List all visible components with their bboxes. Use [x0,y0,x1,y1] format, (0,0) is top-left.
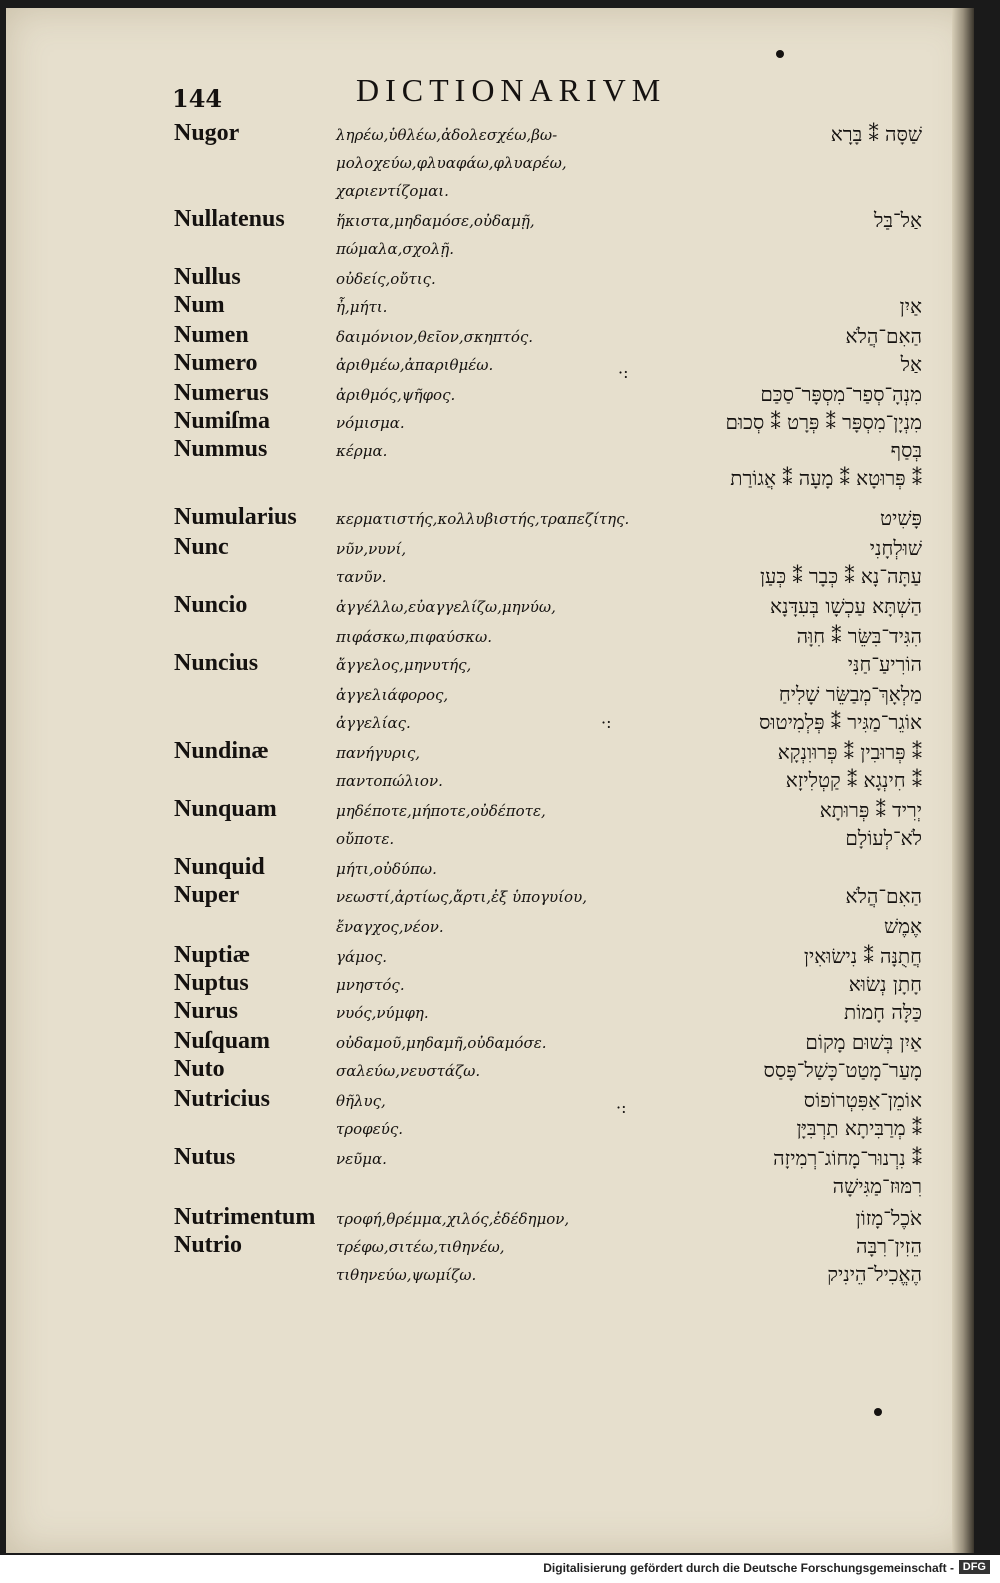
hebrew-gloss: הֶאֱכִיל־הֵינִיק [827,1262,922,1286]
footer-bar [0,1555,1000,1583]
footer-credit: Digitalisierung gefördert durch die Deutsche Forschungsgemeinschaft - [543,1561,954,1575]
greek-gloss: κέρμα. [336,442,388,460]
table-row [6,592,974,622]
latin-headword: Nugor [174,120,240,146]
hebrew-gloss: הִגִּיד־בִּשֵּׂר ⁑ חִוָּה [796,624,922,648]
table-row [6,1144,974,1174]
ornament-dots: ·: [618,363,629,382]
greek-gloss: νόμισμα. [336,414,405,432]
hebrew-gloss: הַאִם־הֲלֹא [845,884,922,908]
greek-gloss: ἀγγελιάφορος, [336,686,449,704]
greek-gloss: μήτι,οὐδύπω. [336,860,437,878]
latin-headword: Nundinæ [174,738,269,764]
latin-headword: Nutrimentum [174,1204,316,1230]
greek-gloss: μηδέποτε,μήποτε,οὐδέποτε, [336,802,546,820]
greek-gloss: γάμος. [336,948,388,966]
greek-gloss: ἦ,μήτι. [336,298,388,316]
hebrew-gloss: כַּלָּה חָמוֹת [844,1000,922,1024]
latin-headword: Nullatenus [174,206,285,232]
hebrew-gloss: ⁑ פְּרוּבִין ⁑ פְּרוּוִנְקָא [777,740,922,764]
hebrew-gloss: מַלְאָךְ־מְבַשֵּׂר שָׁלִיחַ [778,682,922,706]
hebrew-gloss: ⁑ מְרַבִּיתָא תַרְבִּיָּן [796,1116,922,1140]
greek-gloss: νεῦμα. [336,1150,387,1168]
latin-headword: Numularius [174,504,297,530]
page-title: DICTIONARIVM [356,72,667,108]
table-row [6,408,974,438]
hebrew-gloss: ⁑ פְּרוּטָא ⁑ מָעָה ⁑ אֲגוֹרַת [730,466,922,490]
greek-gloss: ἀριθμέω,ἀπαριθμέω. [336,356,494,374]
page-number: 144 [172,84,223,113]
greek-gloss: ἥκιστα,μηδαμόσε,οὐδαμῇ, [336,212,535,230]
greek-gloss: χαριεντίζομαι. [336,182,449,200]
hebrew-gloss: הֵזִין־רִבָּה [855,1234,922,1258]
dfg-logo: DFG [959,1560,990,1574]
table-row [6,680,974,710]
hebrew-gloss: לֹא־לְעוֹלָם [845,826,922,850]
greek-gloss: ἔναγχος,νέον. [336,918,444,936]
latin-headword: Nuſquam [174,1028,271,1054]
hebrew-gloss: ⁑ חִינְגָא ⁑ קַטְלִיזָא [785,768,922,792]
greek-gloss: σαλεύω,νευστάζω. [336,1062,481,1080]
greek-gloss: κερματιστής,κολλυβιστής,τραπεζίτης. [336,510,630,528]
greek-gloss: τροφή,θρέμμα,χιλός,ἐδέδημον, [336,1210,570,1228]
book-page [6,8,974,1553]
greek-gloss: ἄγγελος,μηνυτής, [336,656,472,674]
greek-gloss: οὐδαμοῦ,μηδαμῆ,οὐδαμόσε. [336,1034,547,1052]
latin-headword: Nutus [174,1144,236,1170]
ornament-dots: ·: [616,1098,627,1117]
greek-gloss: παντοπώλιον. [336,772,443,790]
table-row [6,120,974,150]
greek-gloss: θῆλυς, [336,1092,386,1110]
latin-headword: Numiſma [174,408,270,434]
table-row [6,1260,974,1290]
hebrew-gloss: שׁוּלְחָנִי [869,536,922,560]
greek-gloss: οὔποτε. [336,830,395,848]
table-row [6,796,974,826]
hebrew-gloss: הוֹרִיעַ־חַנִּי [847,652,922,676]
latin-headword: Nuper [174,882,240,908]
latin-headword: Nunc [174,534,229,560]
table-row [6,622,974,652]
ornament-dots: ·: [601,713,612,732]
table-row [6,264,974,294]
greek-gloss: τροφεύς. [336,1120,403,1138]
latin-headword: Nuncius [174,650,259,676]
greek-gloss: δαιμόνιον,θεῖον,σκηπτός. [336,328,534,346]
table-row [6,1204,974,1234]
table-row [6,882,974,912]
latin-headword: Numerus [174,380,269,406]
greek-gloss: τιθηνεύω,ψωμίζω. [336,1266,477,1284]
greek-gloss: νεωστί,ἀρτίως,ἄρτι,ἐξ ὑπογυίου, [336,888,587,906]
hebrew-gloss: מִנְיָן־מִסְפָּר ⁑ פְּרָט ⁑ סְכוּם [725,410,922,434]
latin-headword: Nuptus [174,970,249,996]
latin-headword: Num [174,292,225,318]
latin-headword: Nullus [174,264,241,290]
table-row [6,436,974,466]
table-row [6,708,974,738]
table-row [6,206,974,236]
latin-headword: Nunquid [174,854,265,880]
hebrew-gloss: הַאִם־הֲלֹא [845,324,922,348]
latin-headword: Nuto [174,1056,225,1082]
table-row [6,1232,974,1262]
table-row [6,854,974,884]
latin-headword: Numero [174,350,258,376]
greek-gloss: τρέφω,σιτέω,τιθηνέω, [336,1238,505,1256]
greek-gloss: πανήγυρις, [336,744,421,762]
greek-gloss: ἀγγέλλω,εὐαγγελίζω,μηνύω, [336,598,556,616]
hebrew-gloss: אַיִן [899,294,922,318]
hebrew-gloss: עַתָּה־נָא ⁑ כְּבָר ⁑ כְּעַן [759,564,922,588]
greek-gloss: ληρέω,ὑθλέω,ἀδολεσχέω,βω- [336,126,558,144]
table-row [6,464,974,494]
hebrew-gloss: ⁑ נִרְנוּר־מָחוֹג־רְמִיזָה [773,1146,922,1170]
greek-gloss: νυός,νύμφη. [336,1004,429,1022]
table-row [6,970,974,1000]
table-row [6,1086,974,1116]
greek-gloss: ἀριθμός,ψῆφος. [336,386,456,404]
latin-headword: Nutrio [174,1232,242,1258]
table-row [6,1114,974,1144]
hebrew-gloss: אוֹמֵן־אַפִּטְרוֹפוֹס [803,1088,922,1112]
hebrew-gloss: בְּסַף [890,438,922,462]
latin-headword: Nuncio [174,592,248,618]
table-row [6,1172,974,1202]
hebrew-gloss: אֹכֶל־מָזוֹן [855,1206,922,1230]
latin-headword: Nuptiæ [174,942,251,968]
hebrew-gloss: חָתָן נְשׂוּא [848,972,922,996]
table-row [6,176,974,206]
greek-gloss: τανῦν. [336,568,387,586]
hebrew-gloss: חֲתֻנָּה ⁑ נִישׂוּאִין [803,944,922,968]
table-row [6,292,974,322]
greek-gloss: μολοχεύω,φλυαφάω,φλυαρέω, [336,154,567,172]
hebrew-gloss: הַשְׁתָּא עַכְשָׁו בְּעִדָּנָא [769,594,922,618]
latin-headword: Numen [174,322,249,348]
latin-headword: Nummus [174,436,268,462]
hebrew-gloss: אַיִן בְּשׁוּם מָקוֹם [805,1030,922,1054]
hebrew-gloss: אוֹגֵר־מַגִּיר ⁑ פְּלְמִיטוּס [759,710,922,734]
table-row [6,1028,974,1058]
latin-headword: Nutricius [174,1086,270,1112]
hebrew-gloss: פָּשִׁיט [880,506,922,530]
latin-headword: Nurus [174,998,239,1024]
table-row [6,562,974,592]
hebrew-gloss: שַׁסָּה ⁑ בָּרָא [830,122,922,146]
ink-spot [874,1408,882,1416]
table-row [6,534,974,564]
greek-gloss: πιφάσκω,πιφαύσκω. [336,628,493,646]
latin-headword: Nunquam [174,796,277,822]
hebrew-gloss: מָעַר־מָטַט־כָּשַׁל־פָּסַס [763,1058,922,1082]
greek-gloss: ἀγγελίας. [336,714,411,732]
hebrew-gloss: רִמּוּז־מַגִּישָׁה [832,1174,922,1198]
greek-gloss: νῦν,νυνί, [336,540,407,558]
ink-spot [776,50,784,58]
table-row [6,322,974,352]
table-row [6,650,974,680]
table-row [6,504,974,534]
table-row [6,824,974,854]
greek-gloss: οὐδείς,οὔτις. [336,270,436,288]
table-row [6,942,974,972]
table-row [6,912,974,942]
table-row [6,148,974,178]
hebrew-gloss: אַל [900,352,922,376]
table-row [6,998,974,1028]
table-row [6,738,974,768]
greek-gloss: μνηστός. [336,976,405,994]
hebrew-gloss: אַל־בַּל [873,208,922,232]
hebrew-gloss: יְרִיד ⁑ פְּרוּתָא [819,798,922,822]
table-row [6,350,974,380]
hebrew-gloss: אֶמֶשׁ [883,914,922,938]
hebrew-gloss: מִנְהָ־סְפַר־מִסְפָּר־סַכַּם [760,382,922,406]
table-row [6,380,974,410]
table-row [6,234,974,264]
table-row [6,1056,974,1086]
table-row [6,766,974,796]
greek-gloss: πώμαλα,σχολῇ. [336,240,454,258]
